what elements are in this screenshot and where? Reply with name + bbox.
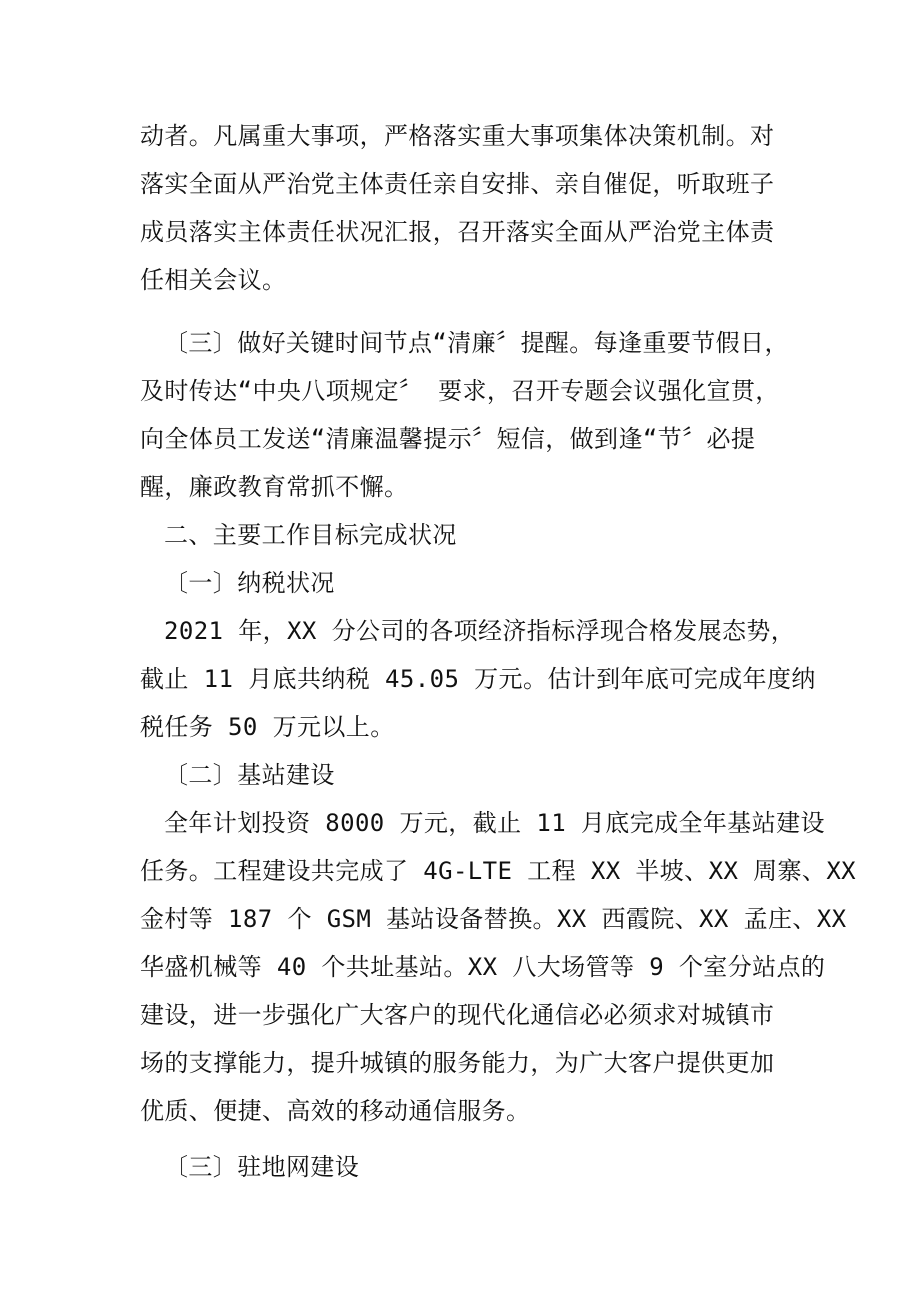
text-line: 2021 年，XX 分公司的各项经济指标浮现合格发展态势，: [164, 617, 796, 645]
heading-base-station: 〔二〕基站建设: [164, 761, 335, 789]
paragraph-base-station: [140, 799, 857, 1135]
text-line: 金村等 187 个 GSM 基站设备替换。XX 西霞院、XX 孟庄、XX: [140, 905, 847, 933]
heading-main-goals: 二、主要工作目标完成状况: [164, 521, 457, 549]
subsection-heading: [140, 1143, 800, 1191]
paragraph-key-reminders: [140, 319, 800, 511]
subsection-heading: [140, 751, 800, 799]
text-line: 落实全面从严治党主体责任亲自安排、亲自催促，听取班子: [140, 170, 775, 198]
text-line: 动者。凡属重大事项，严格落实重大事项集体决策机制。对: [140, 122, 775, 150]
text-line: 截止 11 月底共纳税 45.05 万元。估计到年底可完成年度纳: [140, 665, 816, 693]
text-line: 醒，廉政教育常抓不懈。: [140, 473, 409, 501]
heading-tax-status: 〔一〕纳税状况: [164, 569, 335, 597]
text-line: 建设，进一步强化广大客户的现代化通信必必须求对城镇市: [140, 1001, 775, 1029]
text-line: 华盛机械等 40 个共址基站。XX 八大场管等 9 个室分站点的: [140, 953, 826, 981]
text-line: 任务。工程建设共完成了 4G-LTE 工程 XX 半坡、XX 周寨、XX: [140, 857, 857, 885]
text-line: 场的支撑能力，提升城镇的服务能力，为广大客户提供更加: [140, 1049, 775, 1077]
paragraph-tax: [140, 607, 816, 751]
section-heading: [140, 511, 800, 559]
subsection-heading: [140, 559, 800, 607]
text-line: 向全体员工发送“清廉温馨提示〞短信，做到逢“节〞必提: [140, 425, 756, 453]
text-line: 〔三〕做好关键时间节点“清廉〞提醒。每逢重要节假日，: [164, 329, 789, 357]
paragraph-responsibility: [140, 112, 800, 304]
text-line: 优质、便捷、高效的移动通信服务。: [140, 1097, 531, 1125]
heading-resident-network: 〔三〕驻地网建设: [164, 1153, 360, 1181]
text-line: 全年计划投资 8000 万元，截止 11 月底完成全年基站建设: [164, 809, 825, 837]
text-line: 及时传达“中央八项规定〞 要求，召开专题会议强化宣贯，: [140, 377, 780, 405]
text-line: 税任务 50 万元以上。: [140, 713, 395, 741]
text-line: 任相关会议。: [140, 266, 287, 294]
text-line: 成员落实主体责任状况汇报，召开落实全面从严治党主体责: [140, 218, 775, 246]
document-body: [140, 112, 857, 1191]
